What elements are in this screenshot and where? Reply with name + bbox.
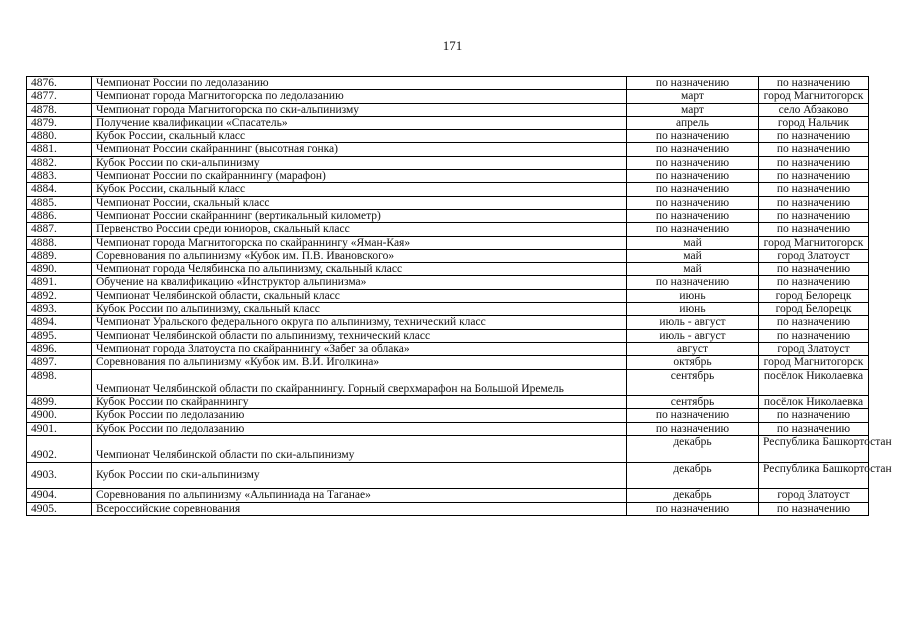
event-place: Республика Башкортостан — [759, 436, 869, 463]
table-row — [27, 223, 869, 236]
event-name: Получение квалификации «Спасатель» — [92, 116, 627, 129]
row-number: 4898. — [27, 369, 92, 396]
event-date: по назначению — [627, 196, 759, 209]
event-date: по назначению — [627, 77, 759, 90]
event-place: по назначению — [759, 209, 869, 222]
row-number: 4882. — [27, 156, 92, 169]
event-name: Чемпионат России скайраннинг (высотная гонка) — [92, 143, 627, 156]
table-row — [27, 90, 869, 103]
event-place: по назначению — [759, 502, 869, 515]
event-date: июль - август — [627, 316, 759, 329]
events-table — [26, 76, 892, 516]
row-number: 4886. — [27, 209, 92, 222]
event-place: по назначению — [759, 329, 869, 342]
event-date: декабрь — [627, 462, 759, 489]
event-name: Чемпионат Челябинской области по ски-альпинизму — [92, 436, 627, 463]
event-place: по назначению — [759, 223, 869, 236]
table-row — [27, 329, 869, 342]
event-place: по назначению — [759, 170, 869, 183]
event-date: по назначению — [627, 156, 759, 169]
table-row — [27, 396, 869, 409]
event-date: по назначению — [627, 143, 759, 156]
event-date: май — [627, 236, 759, 249]
event-date: март — [627, 90, 759, 103]
row-number: 4877. — [27, 90, 92, 103]
event-place: город Магнитогорск — [759, 356, 869, 369]
row-number: 4883. — [27, 170, 92, 183]
event-date: сентябрь — [627, 396, 759, 409]
row-number: 4897. — [27, 356, 92, 369]
event-date: сентябрь — [627, 369, 759, 396]
table-row — [27, 369, 869, 396]
event-name: Чемпионат России скайраннинг (вертикальный километр) — [92, 209, 627, 222]
event-place: город Златоуст — [759, 489, 869, 502]
table-row — [27, 462, 869, 489]
event-date: июль - август — [627, 329, 759, 342]
event-name: Кубок России по ледолазанию — [92, 422, 627, 435]
row-number: 4893. — [27, 303, 92, 316]
row-number: 4892. — [27, 289, 92, 302]
row-number: 4900. — [27, 409, 92, 422]
event-place: город Белорецк — [759, 289, 869, 302]
row-number: 4880. — [27, 130, 92, 143]
event-place: город Златоуст — [759, 342, 869, 355]
event-name: Обучение на квалификацию «Инструктор альпинизма» — [92, 276, 627, 289]
event-place: по назначению — [759, 316, 869, 329]
table-row — [27, 209, 869, 222]
event-name: Чемпионат Челябинской области по альпинизму, технический класс — [92, 329, 627, 342]
row-number: 4885. — [27, 196, 92, 209]
event-place: город Магнитогорск — [759, 90, 869, 103]
row-number: 4881. — [27, 143, 92, 156]
event-place: по назначению — [759, 276, 869, 289]
event-name: Чемпионат России, скальный класс — [92, 196, 627, 209]
event-date: апрель — [627, 116, 759, 129]
event-date: декабрь — [627, 436, 759, 463]
event-name: Чемпионат России по ледолазанию — [92, 77, 627, 90]
event-name: Кубок России, скальный класс — [92, 130, 627, 143]
table-row — [27, 183, 869, 196]
table-row — [27, 289, 869, 302]
row-number: 4902. — [27, 436, 92, 463]
event-date: по назначению — [627, 422, 759, 435]
page-number: 171 — [442, 38, 463, 53]
event-place: город Белорецк — [759, 303, 869, 316]
table-row — [27, 263, 869, 276]
event-place: по назначению — [759, 183, 869, 196]
event-date: июнь — [627, 303, 759, 316]
event-name: Чемпионат Челябинской области, скальный класс — [92, 289, 627, 302]
row-number: 4903. — [27, 462, 92, 489]
event-place: по назначению — [759, 130, 869, 143]
table-row — [27, 130, 869, 143]
table-row — [27, 276, 869, 289]
event-place: по назначению — [759, 196, 869, 209]
event-date: август — [627, 342, 759, 355]
table-row — [27, 143, 869, 156]
event-place: по назначению — [759, 156, 869, 169]
event-name: Кубок России по скайраннингу — [92, 396, 627, 409]
event-name: Кубок России по альпинизму, скальный класс — [92, 303, 627, 316]
event-place: посёлок Николаевка — [759, 369, 869, 396]
table-row — [27, 342, 869, 355]
event-name: Соревнования по альпинизму «Кубок им. П.В. Ивановского» — [92, 249, 627, 262]
event-name: Кубок России по ски-альпинизму — [92, 156, 627, 169]
event-date: по назначению — [627, 502, 759, 515]
table-row — [27, 502, 869, 515]
event-date: по назначению — [627, 209, 759, 222]
event-place: по назначению — [759, 422, 869, 435]
row-number: 4905. — [27, 502, 92, 515]
row-number: 4896. — [27, 342, 92, 355]
event-name: Чемпионат города Златоуста по скайраннингу «Забег за облака» — [92, 342, 627, 355]
event-date: по назначению — [627, 409, 759, 422]
table-row — [27, 489, 869, 502]
table-row — [27, 316, 869, 329]
row-number: 4884. — [27, 183, 92, 196]
table-row — [27, 249, 869, 262]
table-row — [27, 156, 869, 169]
event-date: март — [627, 103, 759, 116]
table-row — [27, 236, 869, 249]
event-name: Чемпионат города Магнитогорска по скайраннингу «Яман-Кая» — [92, 236, 627, 249]
event-place: по назначению — [759, 263, 869, 276]
event-date: по назначению — [627, 223, 759, 236]
event-name: Всероссийские соревнования — [92, 502, 627, 515]
event-place: посёлок Николаевка — [759, 396, 869, 409]
table-row — [27, 422, 869, 435]
row-number: 4876. — [27, 77, 92, 90]
table-row — [27, 77, 869, 90]
event-date: октябрь — [627, 356, 759, 369]
row-number: 4901. — [27, 422, 92, 435]
event-name: Кубок России по ски-альпинизму — [92, 462, 627, 489]
table-row — [27, 116, 869, 129]
event-name: Чемпионат Уральского федерального округа по альпинизму, технический класс — [92, 316, 627, 329]
row-number: 4879. — [27, 116, 92, 129]
row-number: 4904. — [27, 489, 92, 502]
event-date: май — [627, 263, 759, 276]
event-place: Республика Башкортостан — [759, 462, 869, 489]
event-name: Чемпионат города Магнитогорска по ледолазанию — [92, 90, 627, 103]
table-row — [27, 170, 869, 183]
table-row — [27, 103, 869, 116]
row-number: 4895. — [27, 329, 92, 342]
event-name: Кубок России по ледолазанию — [92, 409, 627, 422]
event-name: Первенство России среди юниоров, скальный класс — [92, 223, 627, 236]
row-number: 4888. — [27, 236, 92, 249]
row-number: 4891. — [27, 276, 92, 289]
event-name: Соревнования по альпинизму «Альпиниада на Таганае» — [92, 489, 627, 502]
table-row — [27, 196, 869, 209]
event-date: по назначению — [627, 130, 759, 143]
event-date: май — [627, 249, 759, 262]
event-place: город Нальчик — [759, 116, 869, 129]
row-number: 4899. — [27, 396, 92, 409]
event-name: Чемпионат России по скайраннингу (марафон) — [92, 170, 627, 183]
row-number: 4890. — [27, 263, 92, 276]
event-name: Чемпионат города Челябинска по альпинизму, скальный класс — [92, 263, 627, 276]
row-number: 4887. — [27, 223, 92, 236]
event-date: по назначению — [627, 276, 759, 289]
table-row — [27, 436, 869, 463]
row-number: 4889. — [27, 249, 92, 262]
event-name: Чемпионат города Магнитогорска по ски-альпинизму — [92, 103, 627, 116]
event-place: по назначению — [759, 409, 869, 422]
event-place: по назначению — [759, 77, 869, 90]
events-table-body — [27, 77, 892, 516]
row-number: 4894. — [27, 316, 92, 329]
event-place: село Абзаково — [759, 103, 869, 116]
event-name: Кубок России, скальный класс — [92, 183, 627, 196]
table-row — [27, 303, 869, 316]
table-row — [27, 356, 869, 369]
table-row — [27, 409, 869, 422]
event-place: город Златоуст — [759, 249, 869, 262]
event-date: по назначению — [627, 183, 759, 196]
event-place: по назначению — [759, 143, 869, 156]
event-date: июнь — [627, 289, 759, 302]
event-date: по назначению — [627, 170, 759, 183]
event-place: город Магнитогорск — [759, 236, 869, 249]
row-number: 4878. — [27, 103, 92, 116]
event-name: Соревнования по альпинизму «Кубок им. В.И. Иголкина» — [92, 356, 627, 369]
event-date: декабрь — [627, 489, 759, 502]
event-name: Чемпионат Челябинской области по скайраннингу. Горный сверхмарафон на Большой Иремель — [92, 369, 627, 396]
